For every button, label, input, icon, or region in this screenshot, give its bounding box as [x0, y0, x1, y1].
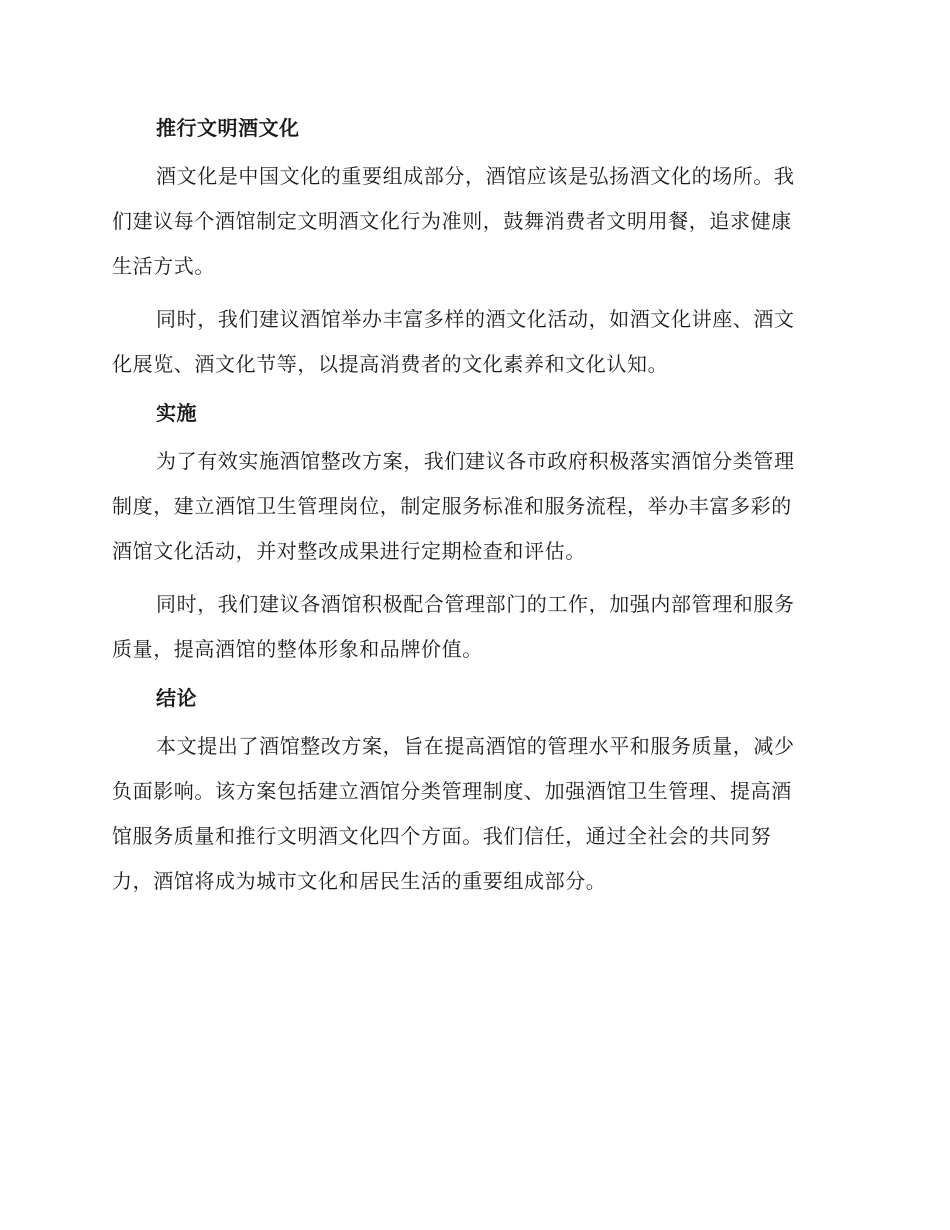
paragraph-line: 酒馆文化活动，并对整改成果进行定期检查和评估。 [112, 539, 586, 563]
section-implementation [112, 395, 832, 672]
document-page [112, 110, 832, 912]
paragraph [112, 297, 832, 387]
paragraph-line: 本文提出了酒馆整改方案，旨在提高酒馆的管理水平和服务质量，减少 [156, 734, 795, 758]
paragraph-line: 力，酒馆将成为城市文化和居民生活的重要组成部分。 [112, 869, 607, 893]
paragraph-line: 为了有效实施酒馆整改方案，我们建议各市政府积极落实酒馆分类管理 [156, 449, 795, 473]
paragraph [112, 154, 832, 289]
paragraph [112, 582, 832, 672]
paragraph-line: 酒文化是中国文化的重要组成部分，酒馆应该是弘扬酒文化的场所。我 [156, 164, 795, 188]
paragraph-line: 同时，我们建议酒馆举办丰富多样的酒文化活动，如酒文化讲座、酒文 [156, 307, 795, 331]
section-heading: 实施 [156, 401, 197, 425]
paragraph [112, 439, 832, 574]
paragraph-line: 馆服务质量和推行文明酒文化四个方面。我们信任，通过全社会的共同努 [112, 824, 772, 848]
section-culture [112, 110, 832, 387]
paragraph [112, 724, 832, 904]
section-heading: 结论 [156, 686, 197, 710]
paragraph-line: 们建议每个酒馆制定文明酒文化行为准则，鼓舞消费者文明用餐，追求健康 [112, 209, 792, 233]
paragraph-line: 负面影响。该方案包括建立酒馆分类管理制度、加强酒馆卫生管理、提高酒 [112, 779, 792, 803]
paragraph-line: 生活方式。 [112, 254, 215, 278]
paragraph-line: 制度，建立酒馆卫生管理岗位，制定服务标准和服务流程，举办丰富多彩的 [112, 494, 792, 518]
paragraph-line: 质量，提高酒馆的整体形象和品牌价值。 [112, 637, 483, 661]
paragraph-line: 同时，我们建议各酒馆积极配合管理部门的工作，加强内部管理和服务 [156, 592, 795, 616]
section-heading: 推行文明酒文化 [156, 116, 300, 140]
section-conclusion [112, 680, 832, 904]
paragraph-line: 化展览、酒文化节等，以提高消费者的文化素养和文化认知。 [112, 352, 669, 376]
